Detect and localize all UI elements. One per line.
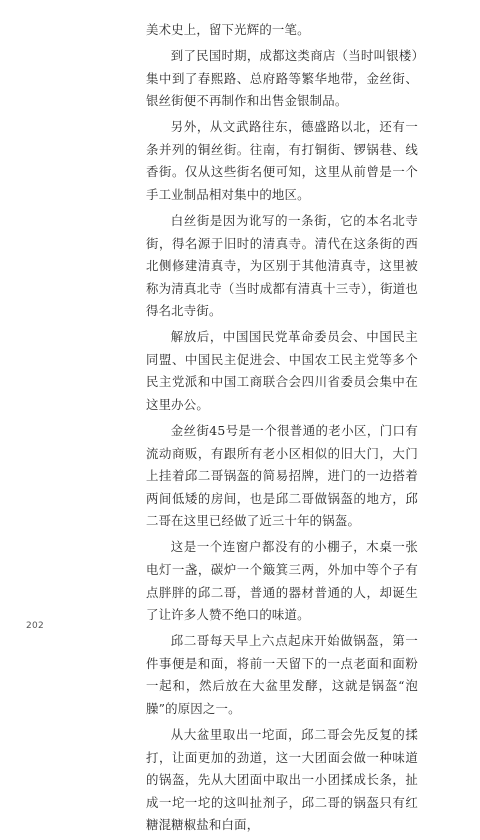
- paragraph-continuation: 美术史上，留下光辉的一笔。: [146, 22, 310, 37]
- paragraph-after-liberation: 解放后，中国国民党革命委员会、中国民主同盟、中国民主促进会、中国农工民主党等多个民主党派和中国工商联合会四川省委员会集中在这里办公。: [146, 329, 418, 413]
- paragraph-kneading: 从大盆里取出一坨面，邱二哥会先反复的揉打，让面更加的劲道，这一大团面会做一种味道的锅盔，先从大团面中取出一小团揉成长条，扯成一坨一坨的这叫扯剂子，邱二哥的锅盔只有红糖混糖椒盐和白面，: [146, 726, 418, 833]
- paragraph-baisi-street: 白丝街是因为讹写的一条街，它的本名北寺街，得名源于旧时的清真寺。清代在这条街的西北侧修建清真寺，为区别于其他清真寺，这里被称为清真北寺（当时成都有清真十三寺），街道也得名北寺街。: [146, 212, 418, 319]
- paragraph-shed: 这是一个连窗户都没有的小棚子，木桌一张电灯一盏，碳炉一个簸箕三两，外加中等个子有点胖胖的邱二哥，普通的器材普通的人，却诞生了让许多人赞不绝口的味道。: [146, 539, 418, 623]
- paragraph-jinsi-45: 金丝街45号是一个很普通的老小区，门口有流动商贩，有跟所有老小区相似的旧大门，大门上挂着邱二哥锅盔的简易招牌，进门的一边搭着两间低矮的房间，也是邱二哥做锅盔的地方，邱二哥在这里已经做了近三十年的锅盔。: [146, 423, 418, 529]
- paragraph-morning-routine: 邱二哥每天早上六点起床开始做锅盔，第一件事便是和面，将前一天留下的一点老面和面粉一起和，然后放在大盆里发酵，这就是锅盔“泡臊”的原因之一。: [146, 633, 418, 716]
- body-text: [146, 19, 418, 840]
- page-number: 202: [26, 621, 45, 631]
- paragraph-minguo-period: 到了民国时期，成都这类商店（当时叫银楼）集中到了春熙路、总府路等繁华地带，金丝街、银丝街便不再制作和出售金银制品。: [146, 47, 418, 109]
- paragraph-copper-street: 另外，从文武路往东，德盛路以北，还有一条并列的铜丝街。往南，有打铜街、锣锅巷、线香街。仅从这些街名便可知，这里从前曾是一个手工业制品相对集中的地区。: [146, 119, 418, 202]
